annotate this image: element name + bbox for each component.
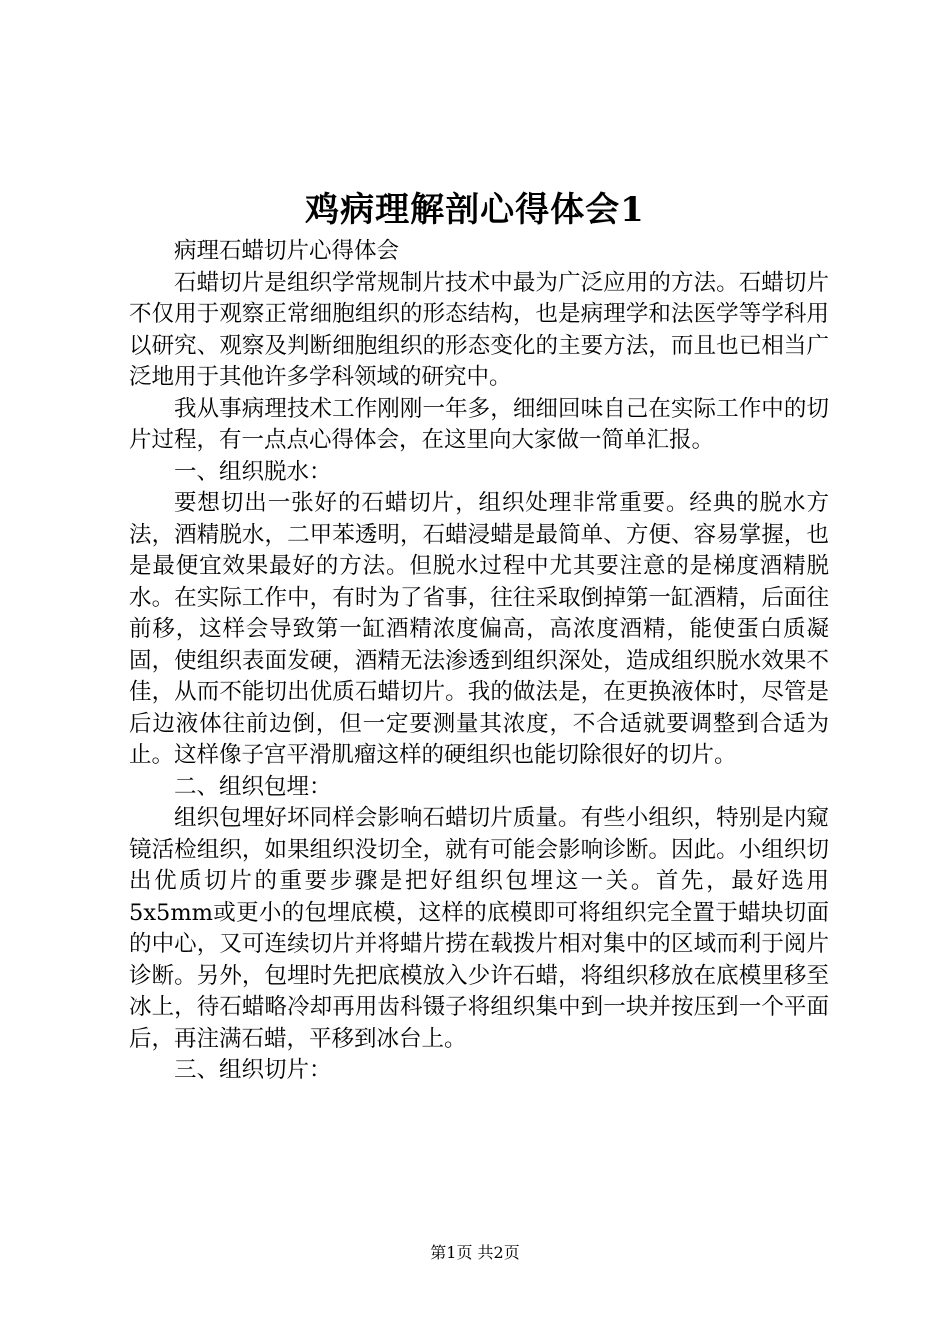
paragraph-subtitle: 病理石蜡切片心得体会: [174, 238, 400, 264]
page-indicator: 第1页 共2页: [430, 1243, 520, 1262]
document-body: [129, 236, 829, 1087]
paragraph-dehydration: 要想切出一张好的石蜡切片，组织处理非常重要。经典的脱水方法，酒精脱水，二甲苯透明，石蜡浸蜡是最简单、方便、容易掌握，也是最便宜效果最好的方法。但脱水过程中尤其要注意的是梯度酒精脱水。在实际工作中，有时为了省事，往往采取倒掉第一缸酒精，后面往前移，这样会导致第一缸酒精浓度偏高，高浓度酒精，能使蛋白质凝固，使组织表面发硬，酒精无法渗透到组织深处，造成组织脱水效果不佳，从而不能切出优质石蜡切片。我的做法是，在更换液体时，尽管是后边液体往前边倒，但一定要测量其浓度，不合适就要调整到合适为止。这样像子宫平滑肌瘤这样的硬组织也能切除很好的切片。: [129, 490, 829, 768]
paragraph-embedding: 组织包埋好坏同样会影响石蜡切片质量。有些小组织，特别是内窥镜活检组织，如果组织没切全，就有可能会影响诊断。因此。小组织切出优质切片的重要步骤是把好组织包埋这一关。首先，最好选用5x5mm或更小的包埋底模，这样的底模即可将组织完全置于蜡块切面的中心，又可连续切片并将蜡片捞在载拨片相对集中的区域而利于阅片诊断。另外，包埋时先把底模放入少许石蜡，将组织移放在底模里移至冰上，待石蜡略冷却再用齿科镊子将组织集中到一块并按压到一个平面后，再注满石蜡，平移到冰台上。: [129, 805, 829, 1052]
paragraph-intro: 石蜡切片是组织学常规制片技术中最为广泛应用的方法。石蜡切片不仅用于观察正常细胞组织的形态结构，也是病理学和法医学等学科用以研究、观察及判断细胞组织的形态变化的主要方法，而且也已相当广泛地用于其他许多学科领域的研究中。: [129, 269, 829, 390]
section-heading-embedding: 二、组织包埋：: [174, 773, 332, 800]
paragraph-experience: 我从事病理技术工作刚刚一年多，细细回味自己在实际工作中的切片过程，有一点点心得体会，在这里向大家做一简单汇报。: [129, 395, 829, 453]
section-heading-sectioning: 三、组织切片：: [174, 1057, 332, 1083]
section-heading-dehydration: 一、组织脱水：: [174, 458, 332, 485]
document-title: 鸡病理解剖心得体会1: [305, 190, 645, 230]
